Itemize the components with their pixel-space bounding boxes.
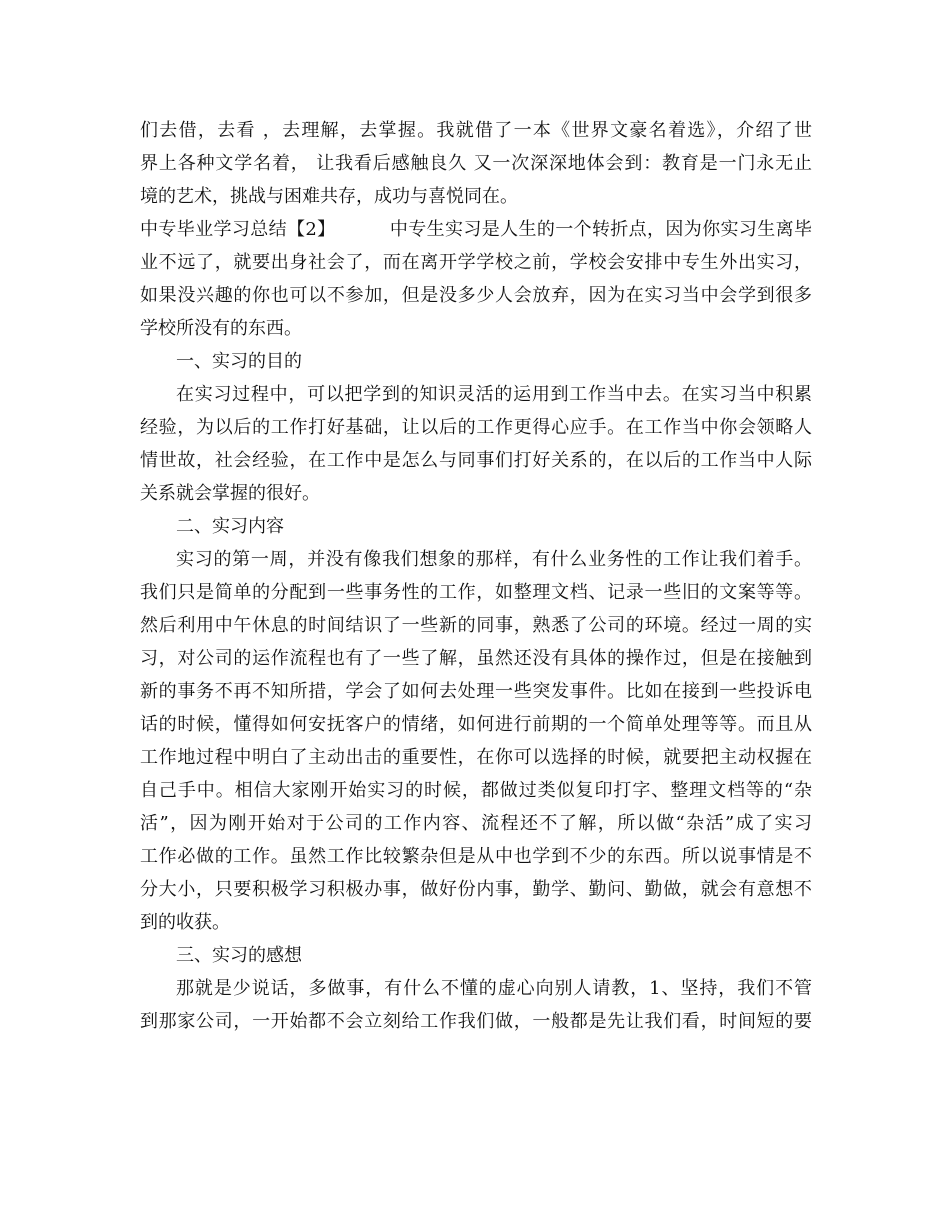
text-line: 关系就会掌握的很好。 bbox=[140, 483, 320, 504]
text-line: 新的事务不再不知所措，学会了如何去处理一些突发事件。比如在接到一些投诉电 bbox=[140, 681, 812, 702]
text-line: 在实习过程中，可以把学到的知识灵活的运用到工作当中去。在实习当中积累 bbox=[176, 384, 812, 405]
article-title: 中专毕业学习总结【2】 bbox=[140, 219, 336, 240]
text-line: 到那家公司，一开始都不会立刻给工作我们做，一般都是先让我们看，时间短的要 bbox=[140, 1011, 812, 1032]
text-line: 学校所没有的东西。 bbox=[140, 318, 302, 339]
text-line: 如果没兴趣的你也可以不参加，但是没多少人会放弃，因为在实习当中会学到很多 bbox=[140, 285, 812, 306]
text-line: 到的收获。 bbox=[140, 912, 230, 933]
section-heading: 一、实习的目的 bbox=[176, 351, 302, 372]
text-line: 自己手中。相信大家刚开始实习的时候，都做过类似复印打字、整理文档等的“杂 bbox=[140, 780, 812, 801]
section-heading: 三、实习的感想 bbox=[176, 945, 302, 966]
text-line: 经验，为以后的工作打好基础，让以后的工作更得心应手。在工作当中你会领略人 bbox=[140, 417, 812, 438]
text-line: 分大小，只要积极学习积极办事，做好份内事，勤学、勤问、勤做，就会有意想不 bbox=[140, 879, 812, 900]
text-line: 实习的第一周，并没有像我们想象的那样，有什么业务性的工作让我们着手。 bbox=[176, 549, 812, 570]
text-line: 界上各种文学名着， 让我看后感触良久 又一次深深地体会到：教育是一门永无止 bbox=[140, 153, 812, 174]
document-body bbox=[140, 114, 812, 1038]
text-line: 活”，因为刚开始对于公司的工作内容、流程还不了解，所以做“杂活”成了实习 bbox=[140, 813, 812, 834]
text-line: 境的艺术，挑战与困难共存，成功与喜悦同在。 bbox=[140, 186, 518, 207]
text-line: 们去借，去看 ，去理解，去掌握。我就借了一本《世界文豪名着选》，介绍了世 bbox=[140, 120, 812, 141]
text-line: 话的时候，懂得如何安抚客户的情绪，如何进行前期的一个简单处理等等。而且从 bbox=[140, 714, 812, 735]
text-line: 习，对公司的运作流程也有了一些了解，虽然还没有具体的操作过，但是在接触到 bbox=[140, 648, 812, 669]
text-line: 然后利用中午休息的时间结识了一些新的同事，熟悉了公司的环境。经过一周的实 bbox=[140, 615, 812, 636]
text-line: 我们只是简单的分配到一些事务性的工作，如整理文档、记录一些旧的文案等等。 bbox=[140, 582, 812, 603]
text-line: 那就是少说话，多做事，有什么不懂的虚心向别人请教，1、坚持，我们不管 bbox=[176, 978, 812, 999]
text-line: 工作地过程中明白了主动出击的重要性，在你可以选择的时候，就要把主动权握在 bbox=[140, 747, 812, 768]
section-title-line bbox=[140, 213, 812, 246]
section-heading: 二、实习内容 bbox=[176, 516, 284, 537]
text-line: 情世故，社会经验，在工作中是怎么与同事们打好关系的，在以后的工作当中人际 bbox=[140, 450, 812, 471]
text-line: 中专生实习是人生的一个转折点，因为你实习生离毕 bbox=[389, 219, 812, 240]
text-line: 工作必做的工作。虽然工作比较繁杂但是从中也学到不少的东西。所以说事情是不 bbox=[140, 846, 812, 867]
text-line: 业不远了，就要出身社会了，而在离开学学校之前，学校会安排中专生外出实习， bbox=[140, 252, 812, 273]
